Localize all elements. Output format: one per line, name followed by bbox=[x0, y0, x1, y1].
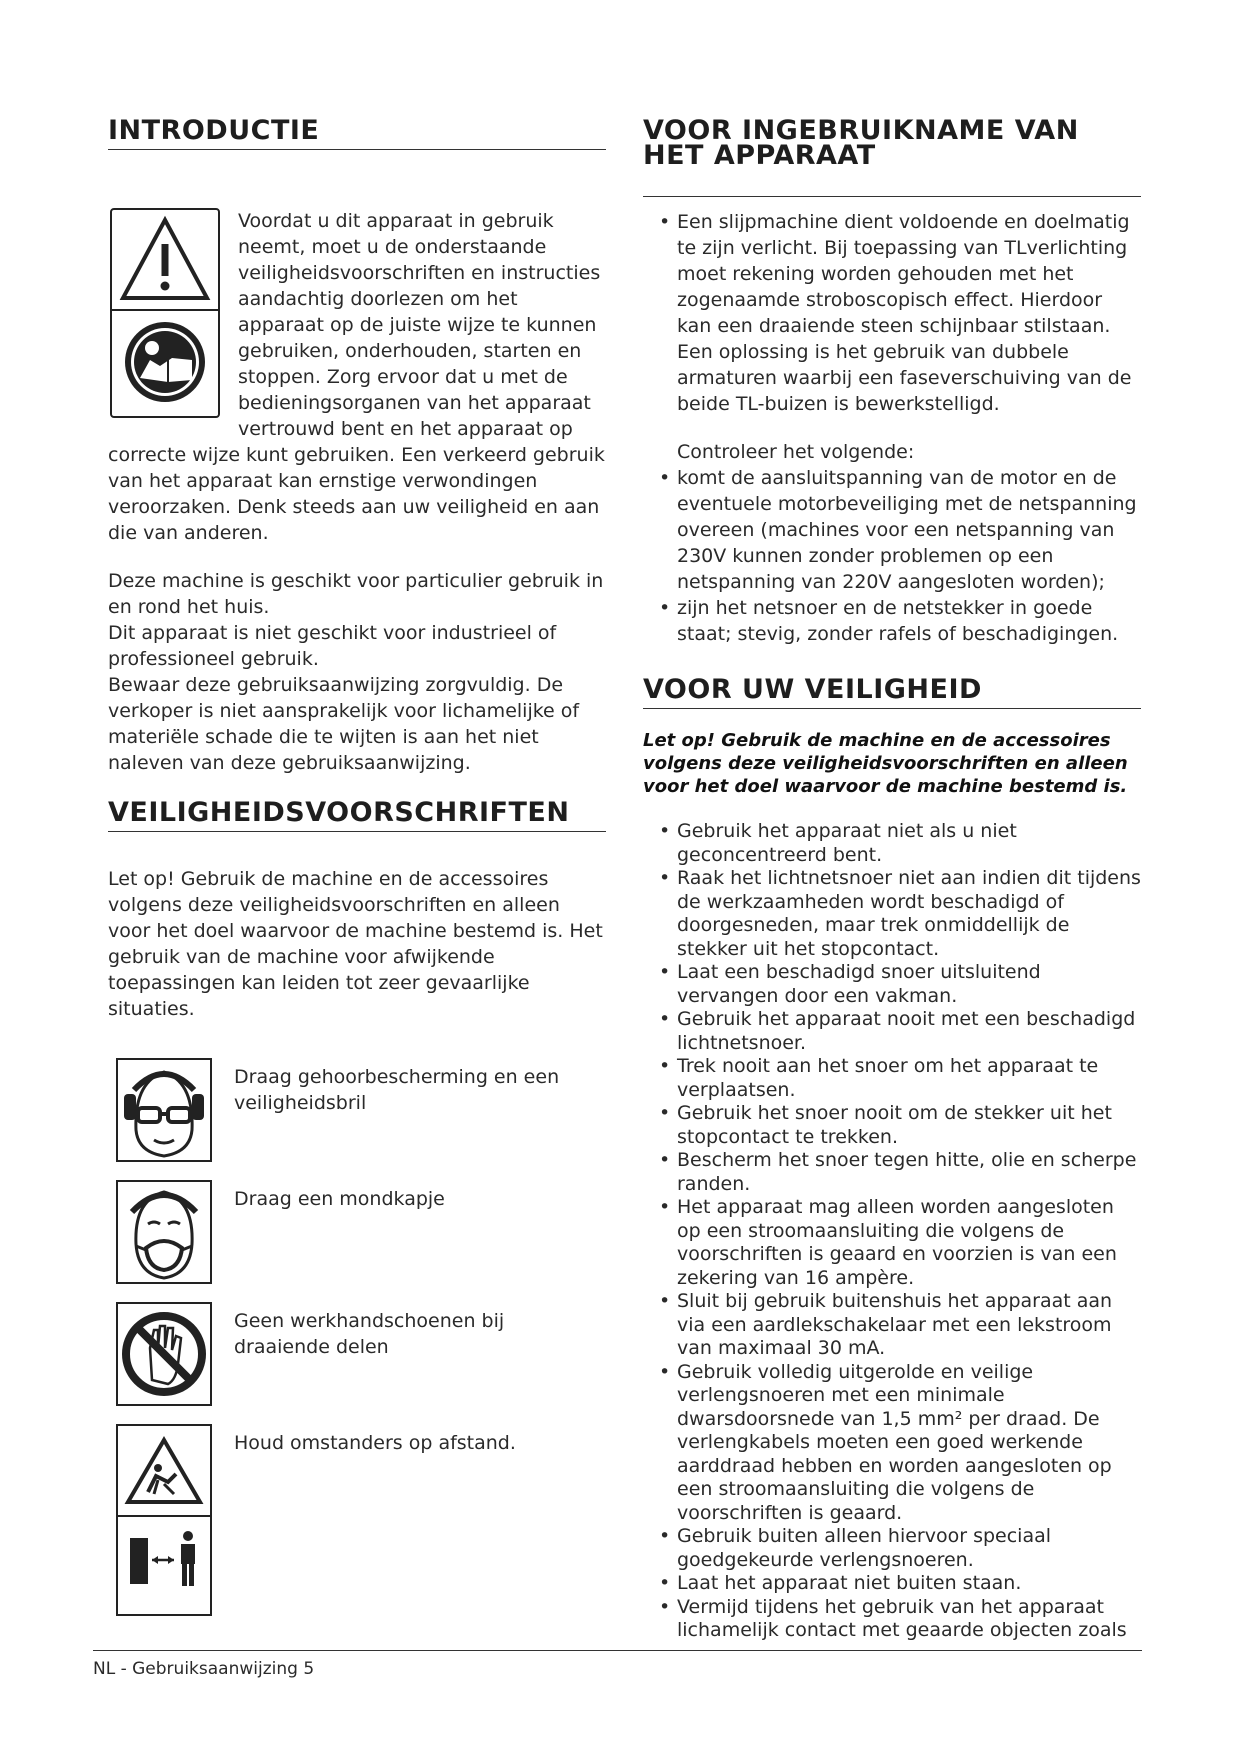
read-manual-icon bbox=[125, 322, 205, 402]
bullet-icon: • bbox=[659, 1055, 671, 1077]
before-use-heading: VOOR INGEBRUIKNAME VAN HET APPARAAT bbox=[643, 118, 1141, 197]
list-item-text: Sluit bij gebruik buitenshuis het apparaat aan via een aardlekschakelaar met een lekstroom van maximaal 30 mA. bbox=[677, 1290, 1113, 1359]
intro-paragraph-4: Bewaar deze gebruiksaanwijzing zorgvuldig. De verkoper is niet aansprakelijk voor lichamelijke of materiële schade die te wijten is aan het niet naleven van deze gebruiksaanwijzing. bbox=[108, 674, 580, 774]
list-item-text: Gebruik buiten alleen hiervoor speciaal goedgekeurde verlengsnoeren. bbox=[677, 1525, 1052, 1571]
left-column bbox=[108, 115, 606, 1634]
list-item bbox=[643, 1055, 1141, 1102]
bullet-icon: • bbox=[659, 1360, 671, 1383]
symbol-row-dust-mask bbox=[108, 1180, 606, 1288]
symbol-row-keep-distance bbox=[108, 1424, 606, 1620]
safety-regulations-heading: VEILIGHEIDSVOORSCHRIFTEN bbox=[108, 800, 606, 832]
list-item bbox=[643, 1102, 1141, 1149]
intro-block bbox=[108, 208, 606, 776]
bullet-icon: • bbox=[659, 1008, 671, 1030]
list-item-text: Raak het lichtnetsnoer niet aan indien dit tijdens de werkzaamheden wordt beschadigd of doorgesneden, maar trek onmiddellijk de stekker uit het stopcontact. bbox=[677, 867, 1141, 960]
intro-paragraph-1: Voordat u dit apparaat in gebruik neemt, moet u de onderstaande veiligheidsvoorschriften en instructies aandachtig doorlezen om het apparaat op de juiste wijze te kunnen gebruiken, onderhouden, starten en stoppen. Zorg ervoor dat u met de bedieningsorganen van het apparaat vertrouwd bent en het apparaat op correcte wijze kunt gebruiken. Een verkeerd gebruik van het apparaat kan ernstige verwondingen veroorzaken. Denk steeds aan uw veiligheid en aan die van anderen. bbox=[108, 210, 605, 544]
list-item bbox=[643, 961, 1141, 1008]
list-item bbox=[643, 1525, 1141, 1572]
symbol-label: Geen werkhandschoenen bij draaiende delen bbox=[234, 1310, 505, 1358]
warning-triangle-icon bbox=[112, 210, 218, 416]
list-item bbox=[643, 1572, 1141, 1596]
symbol-label: Houd omstanders op afstand. bbox=[234, 1432, 516, 1454]
list-item-text: Het apparaat mag alleen worden aangesloten op een stroomaansluiting die volgens de voorschriften is geaard en voorzien is van een zekering van 16 ampère. bbox=[677, 1196, 1117, 1289]
bullet-icon: • bbox=[659, 1525, 671, 1547]
list-item bbox=[643, 1149, 1141, 1196]
list-item bbox=[643, 1196, 1141, 1290]
list-item bbox=[643, 1290, 1141, 1361]
list-item bbox=[643, 1361, 1141, 1526]
list-item-text: Bescherm het snoer tegen hitte, olie en scherpe randen. bbox=[677, 1149, 1137, 1195]
list-item-text: Gebruik het snoer nooit om de stekker uit het stopcontact te trekken. bbox=[677, 1102, 1112, 1148]
bullet-icon: • bbox=[659, 1572, 671, 1594]
bullet-icon: • bbox=[659, 211, 671, 233]
check-list bbox=[643, 465, 1141, 647]
check-intro: Controleer het volgende: bbox=[677, 441, 915, 463]
bullet-icon: • bbox=[659, 820, 671, 842]
list-item bbox=[643, 1008, 1141, 1055]
list-item bbox=[643, 1596, 1141, 1643]
intro-heading: INTRODUCTIE bbox=[108, 118, 606, 150]
list-item-text: Gebruik het apparaat nooit met een beschadigd lichtnetsnoer. bbox=[677, 1008, 1136, 1054]
list-item bbox=[643, 820, 1141, 867]
safety-paragraph: Let op! Gebruik de machine en de accessoires volgens deze veiligheidsvoorschriften en alleen voor het doel waarvoor de machine bestemd is. Het gebruik van de machine voor afwijkende toepassingen kan leiden tot zeer gevaarlijke situaties. bbox=[108, 868, 603, 1020]
list-item-text: zijn het netsnoer en de netstekker in goede staat; stevig, zonder rafels of beschadigingen. bbox=[677, 597, 1119, 645]
page-number-label: NL - Gebruiksaanwijzing 5 bbox=[93, 1659, 315, 1679]
bullet-icon: • bbox=[659, 867, 671, 889]
page-footer bbox=[93, 1650, 1142, 1679]
safety-list bbox=[643, 820, 1141, 1643]
right-column bbox=[643, 115, 1141, 1643]
list-item-text: Laat een beschadigd snoer uitsluitend vervangen door een vakman. bbox=[677, 961, 1041, 1007]
list-item-text: Een slijpmachine dient voldoende en doelmatig te zijn verlicht. Bij toepassing van TLverlichting moet rekening worden gehouden met het zogenaamde stroboscopisch effect. Hierdoor kan een draaiende steen schijnbaar stilstaan. Een oplossing is het gebruik van dubbele armaturen waarbij een faseverschuiving van de beide TL-buizen is bewerkstelligd. bbox=[677, 211, 1132, 415]
list-item-text: Gebruik het apparaat niet als u niet geconcentreerd bent. bbox=[677, 820, 1017, 866]
bullet-icon: • bbox=[659, 1149, 671, 1171]
list-item-text: Gebruik volledig uitgerolde en veilige verlengsnoeren met een minimale dwarsdoorsnede van 1,5 mm² per draad. De verlengkabels moeten een goed werkende aarddraad hebben en worden aangesloten op een stroomaansluiting die volgens de voorschriften is geaard. bbox=[677, 1360, 1112, 1524]
bullet-icon: • bbox=[659, 1290, 671, 1312]
hearing-eye-protection-icon bbox=[116, 1058, 212, 1162]
dust-mask-icon bbox=[116, 1180, 212, 1284]
bullet-icon: • bbox=[659, 961, 671, 983]
bullet-icon: • bbox=[659, 597, 671, 619]
list-item-text: komt de aansluitspanning van de motor en de eventuele motorbeveiliging met de netspanning overeen (machines voor een netspanning van 230V kunnen zonder problemen op een netspanning van 220V aangesloten worden); bbox=[677, 467, 1137, 593]
list-item-text: Vermijd tijdens het gebruik van het apparaat lichamelijk contact met geaarde objecten zoals bbox=[677, 1595, 1127, 1641]
list-item bbox=[643, 209, 1141, 417]
before-use-list bbox=[643, 209, 1141, 417]
no-gloves-icon bbox=[116, 1302, 212, 1406]
keep-distance-icon bbox=[116, 1424, 212, 1616]
warning-read-manual-icons bbox=[110, 208, 220, 418]
bullet-icon: • bbox=[659, 1595, 671, 1618]
your-safety-note: Let op! Gebruik de machine en de accessoires volgens deze veiligheidsvoorschriften en alleen voor het doel waarvoor de machine bestemd is. bbox=[643, 730, 1128, 797]
symbol-row-hearing-eye bbox=[108, 1058, 606, 1166]
symbol-label: Draag een mondkapje bbox=[234, 1188, 445, 1210]
symbol-row-no-gloves bbox=[108, 1302, 606, 1410]
intro-paragraph-3: Dit apparaat is niet geschikt voor industrieel of professioneel gebruik. bbox=[108, 622, 557, 670]
list-item-text: Trek nooit aan het snoer om het apparaat te verplaatsen. bbox=[677, 1055, 1099, 1101]
your-safety-heading: VOOR UW VEILIGHEID bbox=[643, 677, 1141, 709]
intro-paragraph-2: Deze machine is geschikt voor particulier gebruik in en rond het huis. bbox=[108, 570, 604, 618]
symbol-label: Draag gehoorbescherming en een veiligheidsbril bbox=[234, 1066, 560, 1114]
list-item bbox=[643, 867, 1141, 961]
bullet-icon: • bbox=[659, 1102, 671, 1124]
list-item bbox=[643, 595, 1141, 647]
bullet-icon: • bbox=[659, 467, 671, 489]
list-item bbox=[643, 465, 1141, 595]
bullet-icon: • bbox=[659, 1196, 671, 1218]
list-item-text: Laat het apparaat niet buiten staan. bbox=[677, 1572, 1022, 1594]
